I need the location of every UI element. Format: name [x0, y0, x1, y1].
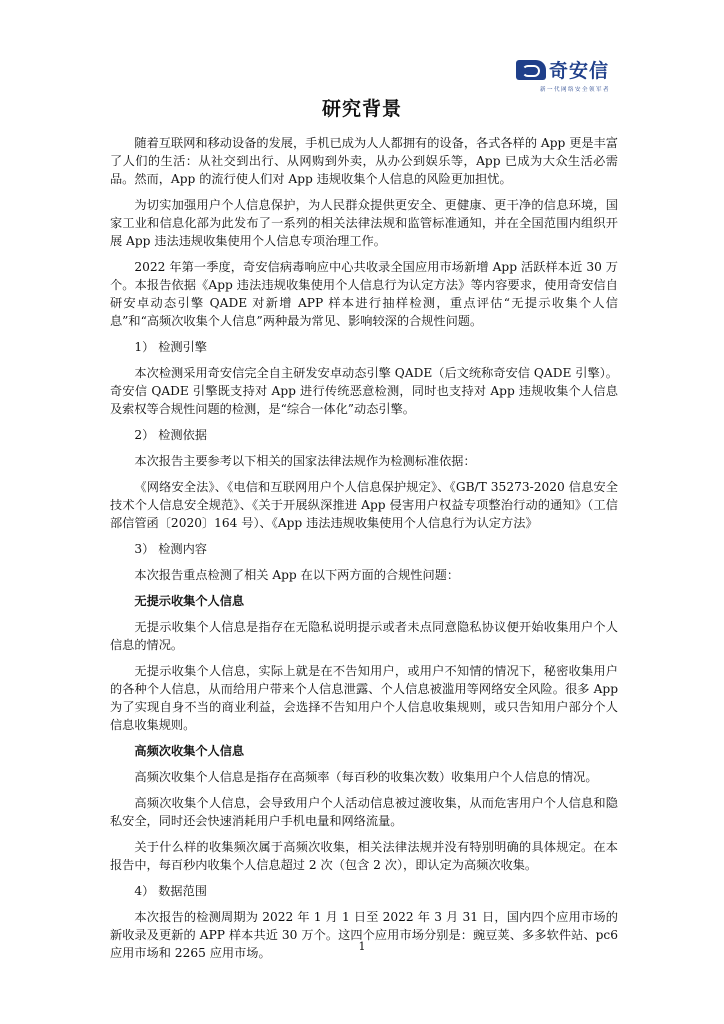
paragraph-regulation: 为切实加强用户个人信息保护，为人民群众提供更安全、更健康、更干净的信息环境，国家工业和信息化部为此发布了一系列的相关法律法规和监管标准通知，并在全国范围内组织开展 App 违法违规收集使用个人信息专项治理工作。	[110, 198, 618, 248]
logo-text: 奇安信	[549, 60, 610, 82]
section-heading-content: 3） 检测内容	[134, 542, 207, 556]
section-heading-data-range: 4） 数据范围	[134, 884, 207, 898]
paragraph-scope: 2022 年第一季度，奇安信病毒响应中心共收录全国应用市场新增 App 活跃样本近 30 万个。本报告依据《App 违法违规收集使用个人信息行为认定方法》等内容要求，使用奇安信自研安卓动态引擎 QADE 对新增 APP 样本进行抽样检测，重点评估“无提示收集个人信息”和“高频次收集个人信息”两种最为常见、影响较深的合规性问题。	[110, 260, 618, 328]
paragraph-high-frequency-risk: 高频次收集个人信息，会导致用户个人活动信息被过渡收集，从而危害用户个人信息和隐私安全，同时还会快速消耗用户手机电量和网络流量。	[110, 796, 618, 828]
section-heading-engine: 1） 检测引擎	[134, 340, 207, 354]
paragraph-basis-intro: 本次报告主要参考以下相关的国家法律法规作为检测标准依据：	[134, 454, 476, 468]
paragraph-no-prompt-definition: 无提示收集个人信息是指存在无隐私说明提示或者未点同意隐私协议便开始收集用户个人信息的情况。	[110, 620, 618, 652]
logo-subtitle: 新一代网络安全领军者	[540, 87, 611, 93]
logo-mark-icon	[516, 60, 546, 80]
paragraph-high-frequency-threshold: 关于什么样的收集频次属于高频次收集，相关法律法规并没有特别明确的具体规定。在本报告中，每百秒内收集个人信息超过 2 次（包含 2 次），即认定为高频次收集。	[110, 840, 618, 872]
paragraph-high-frequency-definition: 高频次收集个人信息是指存在高频率（每百秒的收集次数）收集用户个人信息的情况。	[134, 770, 598, 784]
paragraph-intro: 随着互联网和移动设备的发展，手机已成为人人都拥有的设备，各式各样的 App 更是丰富了人们的生活：从社交到出行、从网购到外卖，从办公到娱乐等，App 已成为大众生活必需品。然而，App 的流行使人们对 App 违规收集个人信息的风险更加担忧。	[110, 136, 618, 186]
logo-row	[516, 56, 616, 83]
page-number: 1	[358, 940, 366, 953]
subheading-no-prompt: 无提示收集个人信息	[134, 594, 245, 608]
section-heading-basis: 2） 检测依据	[134, 428, 207, 442]
subheading-high-frequency: 高频次收集个人信息	[134, 744, 245, 758]
paragraph-engine: 本次检测采用奇安信完全自主研发安卓动态引擎 QADE（后文统称奇安信 QADE 引擎）。奇安信 QADE 引擎既支持对 App 进行传统恶意检测，同时也支持对 App 违规收集个人信息及索权等合规性问题的检测，是“综合一体化”动态引擎。	[110, 366, 618, 416]
company-logo	[516, 56, 616, 93]
page-title: 研究背景	[321, 98, 402, 120]
paragraph-basis-list: 《网络安全法》、《电信和互联网用户个人信息保护规定》、《GB/T 35273-2020 信息安全技术个人信息安全规范》、《关于开展纵深推进 App 侵害用户权益专项整治行动的通知》（工信部信管函〔2020〕164 号）、《App 违法违规收集使用个人信息行为认定方法》	[110, 480, 618, 530]
paragraph-no-prompt-detail: 无提示收集个人信息，实际上就是在不告知用户，或用户不知情的情况下，秘密收集用户的各种个人信息，从而给用户带来个人信息泄露、个人信息被滥用等网络安全风险。很多 App 为了实现自身不当的商业利益，会选择不告知用户个人信息收集规则，或只告知用户部分个人信息收集规则。	[110, 664, 618, 732]
document-body	[110, 134, 618, 970]
paragraph-data-range: 本次报告的检测周期为 2022 年 1 月 1 日至 2022 年 3 月 31 日，国内四个应用市场的新收录及更新的 APP 样本共近 30 万个。这四个应用市场分别是：豌豆荚、多多软件站、pc6 应用市场和 2265 应用市场。	[110, 910, 618, 960]
paragraph-content-intro: 本次报告重点检测了相关 App 在以下两方面的合规性问题：	[134, 568, 460, 582]
